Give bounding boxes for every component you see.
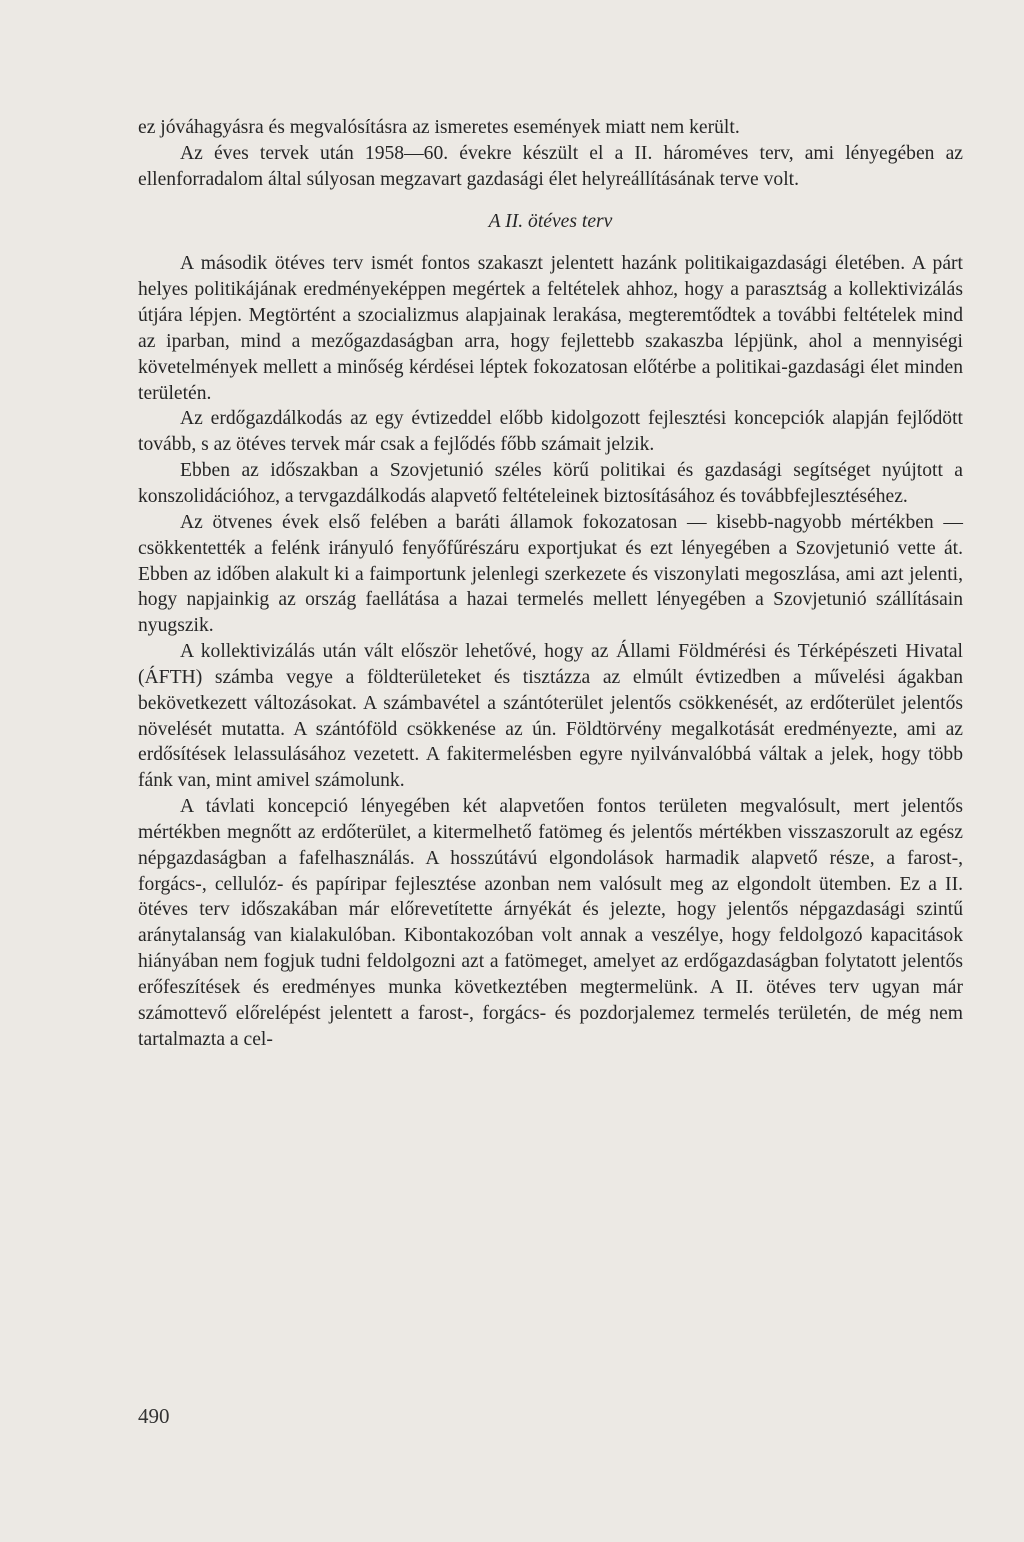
paragraph-2: Az éves tervek után 1958—60. évekre készült el a II. hároméves terv, ami lényegében az ellenforradalom által súlyosan megzavart gazdasági élet helyreállításának terve volt.	[138, 142, 963, 190]
paragraph-7: A kollektivizálás után vált először lehetővé, hogy az Állami Földmérési és Térképészeti Hivatal (ÁFTH) számba vegye a földterületeket és tisztázza az elmúlt évtizedben a művelési ágakban bekövetkezett változásokat. A számbavétel a szántóterület jelentős csökkenését, az erdőterület jelentős növelését mutatta. A szántóföld csökkenése az ún. Földtörvény megalkotását eredményezte, ami az erdősítések lelassulásához vezetett. A fakitermelésben egyre nyilvánvalóbbá váltak a jelek, hogy több fánk van, mint amivel számolunk.	[138, 641, 963, 792]
paragraph-6: Az ötvenes évek első felében a baráti államok fokozatosan — kisebb-nagyobb mértékben — csökkentették a felénk irányuló fenyőfűrészáru exportjukat és ezt lényegében a Szovjetunió vette át. Ebben az időben alakult ki a faimportunk jelenlegi szerkezete és viszonylati megoszlása, ami azt jelenti, hogy napjainkig az ország faellátása a hazai termelés mellett lényegében a Szovjetunió szállításain nyugszik.	[138, 511, 963, 637]
paragraph-1: ez jóváhagyásra és megvalósításra az ismeretes események miatt nem került.	[138, 117, 740, 138]
paragraph-8: A távlati koncepció lényegében két alapvetően fontos területen megvalósult, mert jelentős mértékben megnőtt az erdőterület, a kitermelhető fatömeg és jelentős mértékben visszaszorult az egész népgazdaságban a fafelhasználás. A hosszútávú elgondolások harmadik alapvető része, a farost-, forgács-, cellulóz- és papíripar fejlesztése azonban nem valósult meg az elgondolt ütemben. Ez a II. ötéves terv időszakában már előrevetítette árnyékát és jelezte, hogy jelentős népgazdasági szintű aránytalanság van kialakulóban. Kibontakozóban volt annak a veszélye, hogy feldolgozó kapacitások hiányában nem fogjuk tudni feldolgozni azt a fatömeget, amelyet az erdőgazdaságban folytatott jelentős erőfeszítések és eredményes munka következtében megtermelünk. A II. ötéves terv ugyan már számottevő előrelépést jelentett a farost-, forgács- és pozdorjalemez termelés területén, de még nem tartalmazta a cel-	[138, 796, 963, 1050]
paragraph-4: Az erdőgazdálkodás az egy évtizeddel előbb kidolgozott fejlesztési koncepciók alapján fejlődött tovább, s az ötéves tervek már csak a fejlődés főbb számait jelzik.	[138, 408, 963, 456]
page-number: 490	[138, 1404, 170, 1428]
paragraph-3: A második ötéves terv ismét fontos szakaszt jelentett hazánk politikaigazdasági életében. A párt helyes politikájának eredményeképpen megértek a feltételek ahhoz, hogy a parasztság a kollektivizálás útjára lépjen. Megtörtént a szocializmus alapjainak lerakása, megteremtődtek a további feltételek mind az iparban, mind a mezőgazdaságban arra, hogy fejlettebb szakaszba lépjünk, ahol a mennyiségi követelmények mellett a minőség kérdései léptek fokozatosan előtérbe a politikai-gazdasági élet minden területén.	[138, 253, 963, 404]
paragraph-5: Ebben az időszakban a Szovjetunió széles körű politikai és gazdasági segítséget nyújtott a konszolidációhoz, a tervgazdálkodás alapvető feltételeinek biztosításához és továbbfejlesztéséhez.	[138, 460, 963, 507]
body-text	[138, 115, 963, 1053]
section-heading: A II. ötéves terv	[488, 210, 613, 232]
